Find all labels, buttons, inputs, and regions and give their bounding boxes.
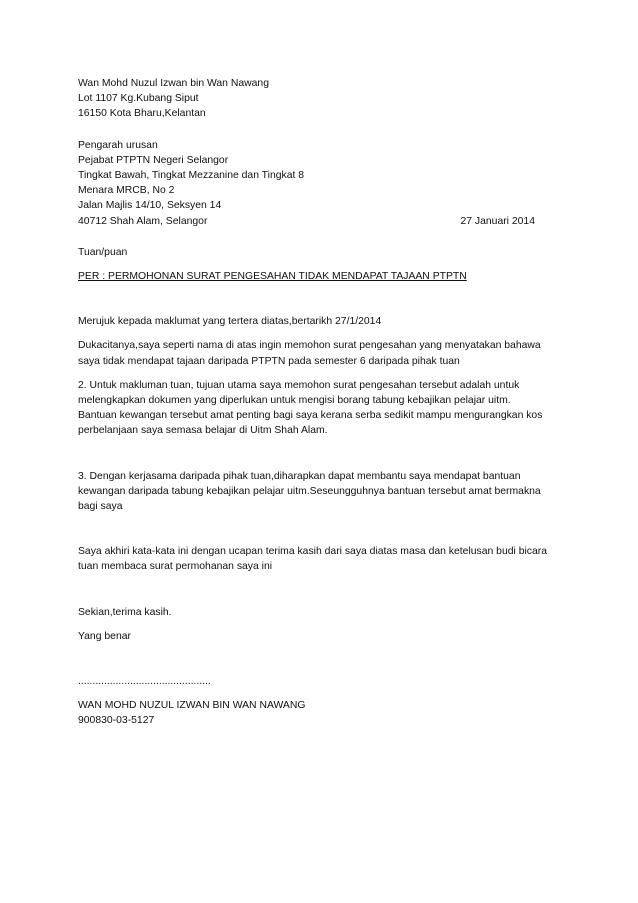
letter-date: 27 Januari 2014	[460, 215, 535, 227]
paragraph-3	[78, 469, 578, 515]
signatory-name: WAN MOHD NUZUL IZWAN BIN WAN NAWANG	[78, 700, 306, 712]
signatory-id-number: 900830-03-5127	[78, 715, 155, 727]
paragraph-line: Saya akhiri kata-kata ini dengan ucapan terima kasih dari saya diatas masa dan ketelusan budi bicara	[78, 546, 548, 558]
paragraph-line: 2. Untuk makluman tuan, tujuan utama saya memohon surat pengesahan tersebut adalah untuk	[78, 379, 520, 391]
sender-address-1: Lot 1107 Kg.Kubang Siput	[78, 93, 199, 105]
letter	[78, 76, 578, 729]
recipient-address-1: Tingkat Bawah, Tingkat Mezzanine dan Tingkat 8	[78, 170, 305, 182]
closing-thanks: Sekian,terima kasih.	[78, 606, 172, 618]
subject-line: PER : PERMOHONAN SURAT PENGESAHAN TIDAK MENDAPAT TAJAAN PTPTN	[78, 271, 467, 283]
paragraph-line: tuan membaca surat permohanan saya ini	[78, 561, 273, 573]
paragraph-2	[78, 378, 578, 439]
paragraph-line: kewangan daripada tabung kebajikan pelajar uitm.Seseungguhnya bantuan tersebut amat bermakna	[78, 485, 541, 497]
recipient-address-4: 40712 Shah Alam, Selangor	[78, 215, 208, 227]
recipient-office: Pejabat PTPTN Negeri Selangor	[78, 154, 229, 166]
paragraph-4	[78, 544, 578, 574]
paragraph-line: melengkapkan dokumen yang diperlukan untuk mengisi borang tabung kebajikan pelajar uitm.	[78, 395, 511, 407]
sender-block	[78, 76, 578, 122]
paragraph-1	[78, 338, 578, 368]
address-date-row	[78, 214, 535, 229]
recipient-block	[78, 138, 578, 229]
recipient-address-2: Menara MRCB, No 2	[78, 185, 175, 197]
signature-line: ..............................................	[78, 676, 211, 688]
recipient-title: Pengarah urusan	[78, 139, 158, 151]
sender-name: Wan Mohd Nuzul Izwan bin Wan Nawang	[78, 78, 269, 89]
salutation: Tuan/puan	[78, 246, 128, 258]
sender-address-2: 16150 Kota Bharu,Kelantan	[78, 108, 206, 120]
paragraph-line: Bantuan kewangan tersebut amat penting bagi saya kerana serba sedikit mampu mengurangkan kos	[78, 410, 543, 422]
paragraph-line: bagi saya	[78, 501, 123, 513]
paragraph-line: perbelanjaan saya semasa belajar di Uitm Shah Alam.	[78, 425, 328, 437]
recipient-address-3: Jalan Majlis 14/10, Seksyen 14	[78, 200, 222, 212]
paragraph-line: Dukacitanya,saya seperti nama di atas ingin memohon surat pengesahan yang menyatakan bahawa	[78, 340, 541, 352]
closing-regards: Yang benar	[78, 630, 131, 642]
paragraph-line: 3. Dengan kerjasama daripada pihak tuan,diharapkan dapat membantu saya mendapat bantuan	[78, 470, 521, 482]
reference-line: Merujuk kepada maklumat yang tertera diatas,bertarikh 27/1/2014	[78, 316, 382, 328]
paragraph-line: saya tidak mendapat tajaan daripada PTPTN pada semester 6 daripada pihak tuan	[78, 355, 460, 367]
